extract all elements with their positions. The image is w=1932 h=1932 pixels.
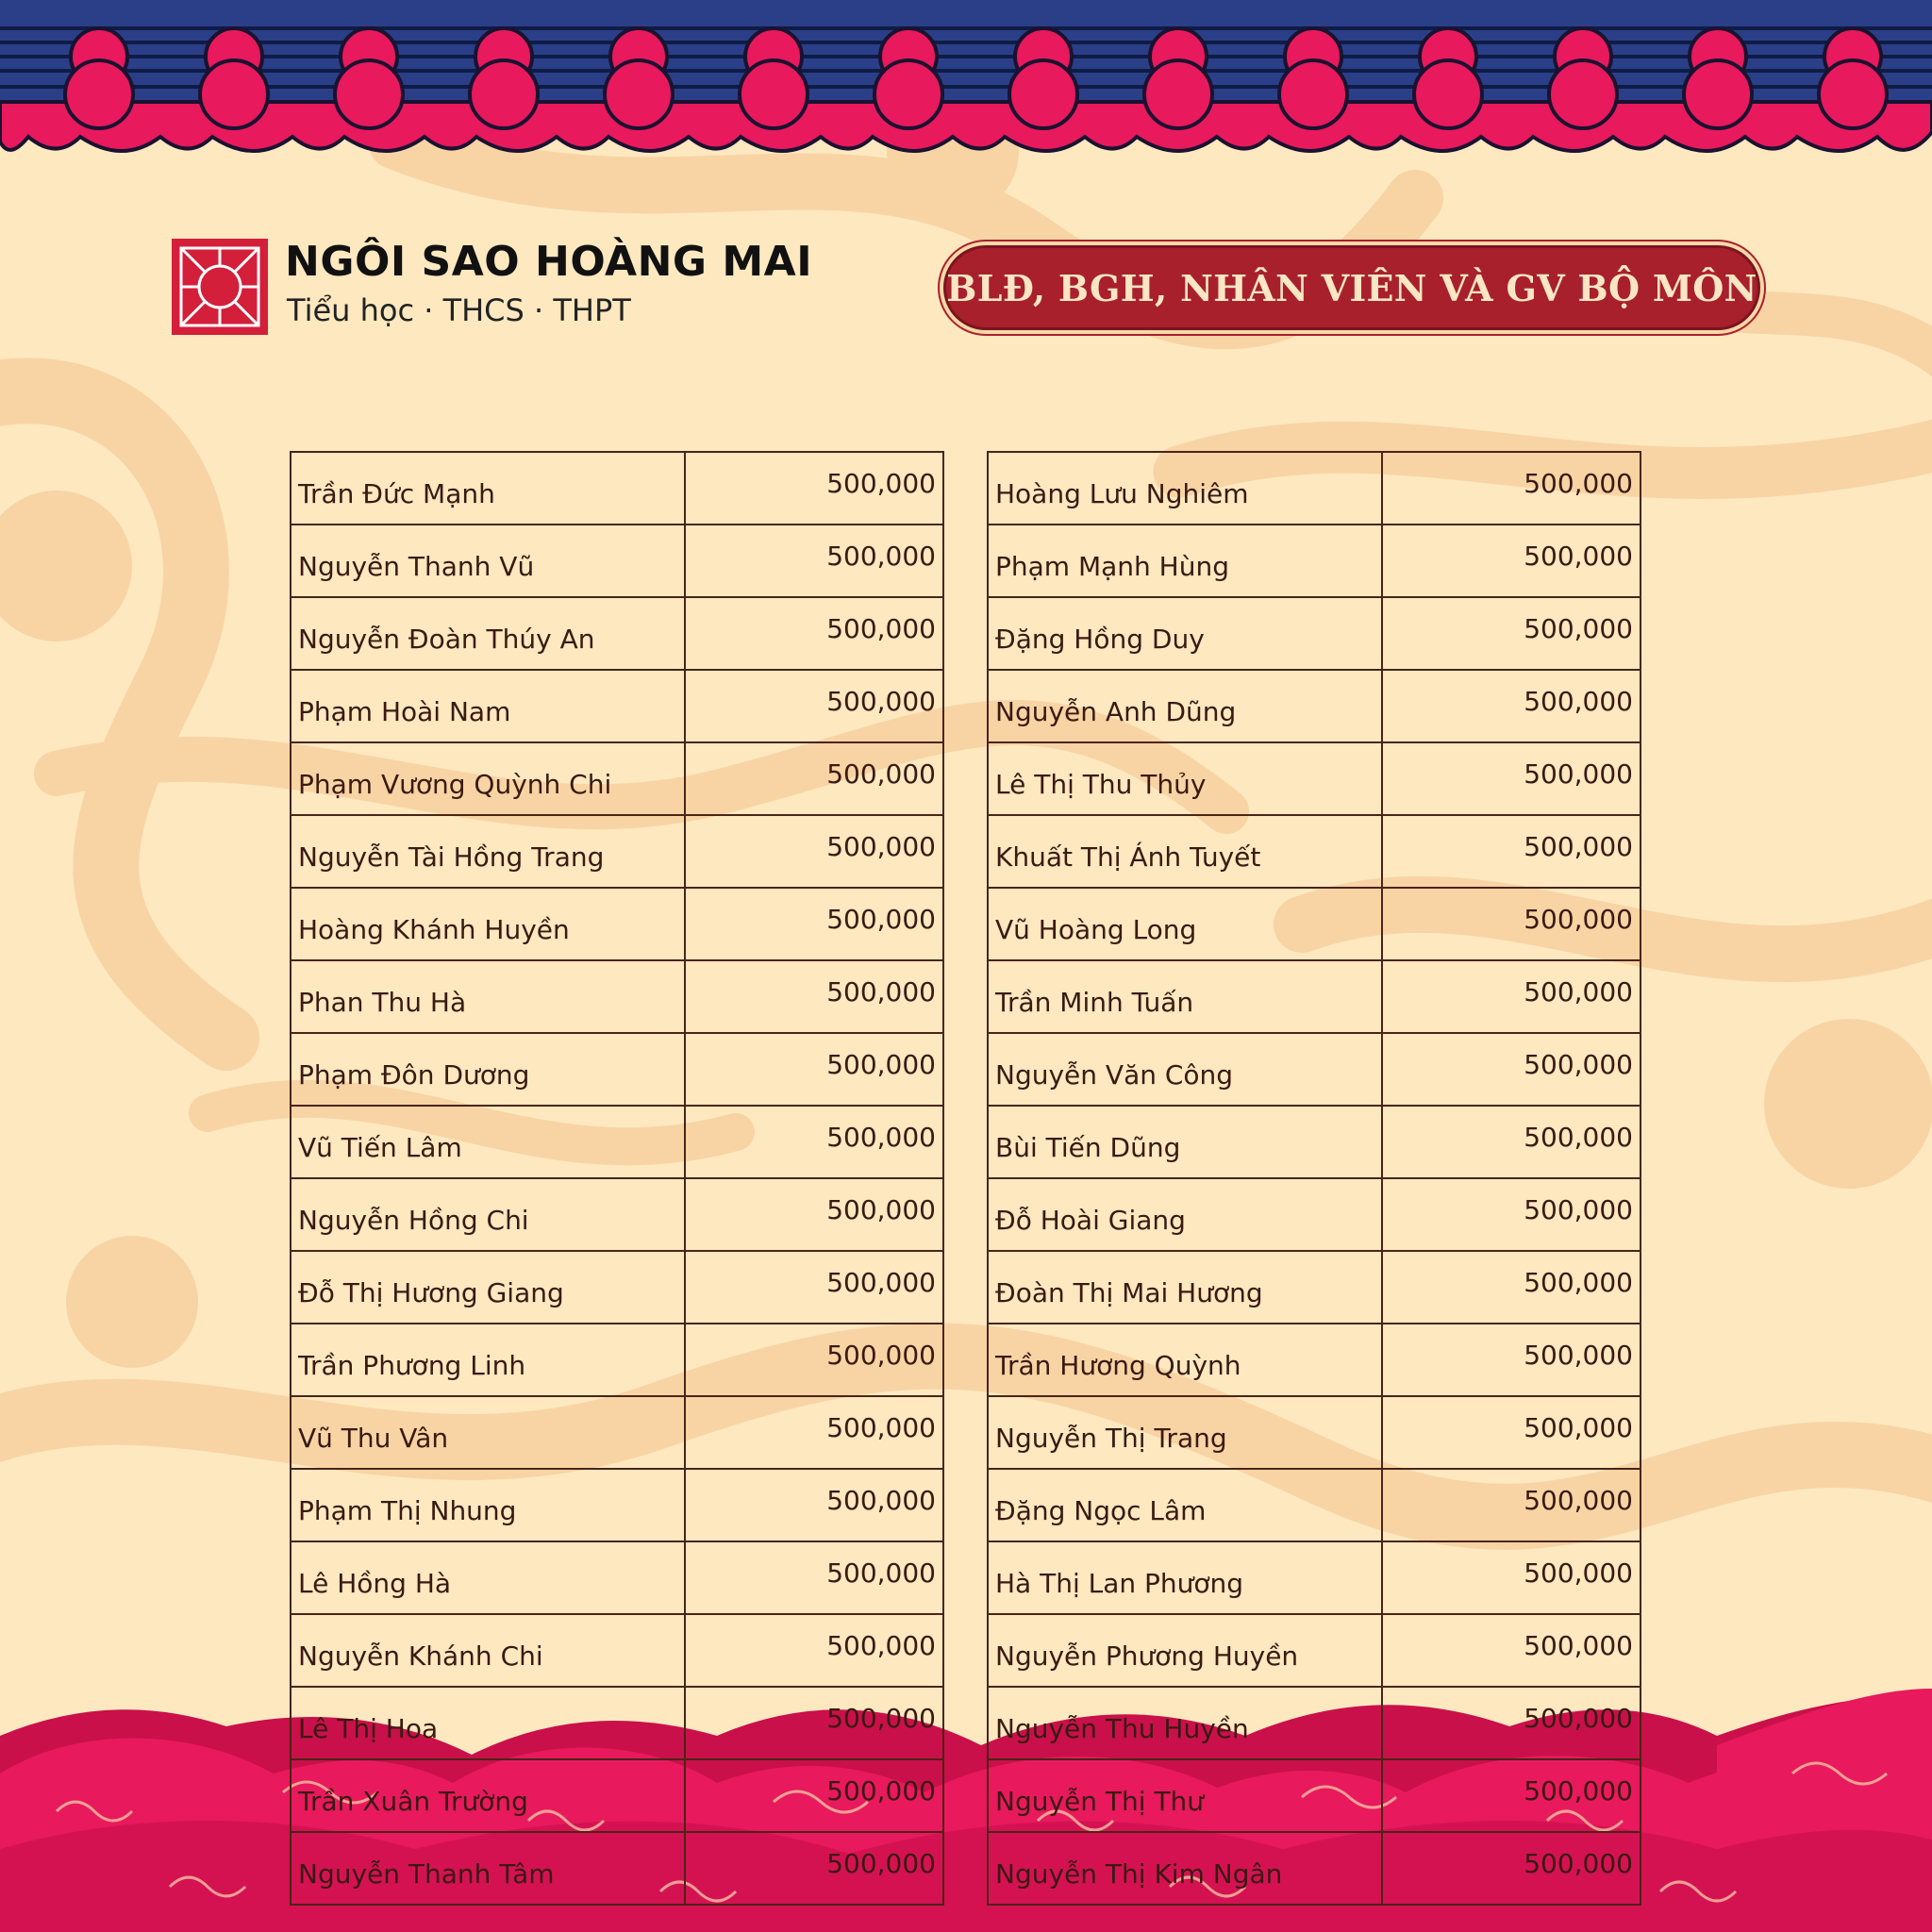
donation-amount: 500,000 bbox=[685, 1759, 943, 1832]
donation-amount: 500,000 bbox=[1382, 888, 1641, 960]
donor-table-right bbox=[987, 451, 1641, 1906]
donor-name: Đoàn Thị Mai Hương bbox=[988, 1251, 1382, 1324]
donation-amount: 500,000 bbox=[1382, 1469, 1641, 1541]
donor-name: Phạm Đôn Dương bbox=[291, 1033, 685, 1106]
donor-name: Trần Xuân Trường bbox=[291, 1759, 685, 1832]
table-row bbox=[291, 1178, 943, 1251]
donor-name: Đỗ Hoài Giang bbox=[988, 1178, 1382, 1251]
donor-name: Hoàng Lưu Nghiêm bbox=[988, 452, 1382, 525]
table-row bbox=[291, 1759, 943, 1832]
donor-name: Nguyễn Tài Hồng Trang bbox=[291, 815, 685, 888]
page-title: BLĐ, BGH, NHÂN VIÊN VÀ GV BỘ MÔN bbox=[946, 266, 1757, 309]
donor-name: Trần Hương Quỳnh bbox=[988, 1324, 1382, 1396]
donor-name: Trần Đức Mạnh bbox=[291, 452, 685, 525]
school-logo-icon bbox=[172, 239, 268, 335]
donation-amount: 500,000 bbox=[1382, 597, 1641, 670]
donation-amount: 500,000 bbox=[685, 1324, 943, 1396]
donor-table-left bbox=[290, 451, 944, 1906]
table-row bbox=[291, 1033, 943, 1106]
donation-amount: 500,000 bbox=[1382, 1832, 1641, 1905]
donor-name: Phạm Hoài Nam bbox=[291, 670, 685, 742]
table-row bbox=[988, 1469, 1641, 1541]
donor-name: Đỗ Thị Hương Giang bbox=[291, 1251, 685, 1324]
donation-amount: 500,000 bbox=[1382, 1178, 1641, 1251]
donation-amount: 500,000 bbox=[1382, 1251, 1641, 1324]
donor-name: Nguyễn Đoàn Thúy An bbox=[291, 597, 685, 670]
donation-amount: 500,000 bbox=[1382, 1106, 1641, 1178]
donor-name: Vũ Tiến Lâm bbox=[291, 1106, 685, 1178]
donation-amount: 500,000 bbox=[1382, 742, 1641, 815]
donation-amount: 500,000 bbox=[1382, 525, 1641, 597]
table-row bbox=[988, 815, 1641, 888]
table-row bbox=[988, 888, 1641, 960]
table-row bbox=[291, 888, 943, 960]
donor-name: Hà Thị Lan Phương bbox=[988, 1541, 1382, 1614]
donation-amount: 500,000 bbox=[1382, 960, 1641, 1033]
donation-amount: 500,000 bbox=[1382, 815, 1641, 888]
donation-amount: 500,000 bbox=[1382, 452, 1641, 525]
donation-amount: 500,000 bbox=[685, 815, 943, 888]
table-row bbox=[291, 1832, 943, 1905]
donor-name: Khuất Thị Ánh Tuyết bbox=[988, 815, 1382, 888]
roof-border bbox=[0, 0, 1932, 151]
donation-amount: 500,000 bbox=[1382, 1033, 1641, 1106]
donation-amount: 500,000 bbox=[1382, 1396, 1641, 1469]
donor-name: Đặng Hồng Duy bbox=[988, 597, 1382, 670]
donor-name: Nguyễn Thị Kim Ngân bbox=[988, 1832, 1382, 1905]
table-row bbox=[988, 452, 1641, 525]
donor-name: Phạm Vương Quỳnh Chi bbox=[291, 742, 685, 815]
donation-amount: 500,000 bbox=[1382, 1541, 1641, 1614]
table-row bbox=[988, 1106, 1641, 1178]
donation-amount: 500,000 bbox=[685, 888, 943, 960]
table-row bbox=[988, 1324, 1641, 1396]
table-row bbox=[988, 742, 1641, 815]
donor-name: Đặng Ngọc Lâm bbox=[988, 1469, 1382, 1541]
table-row bbox=[988, 1759, 1641, 1832]
donation-amount: 500,000 bbox=[685, 525, 943, 597]
donation-amount: 500,000 bbox=[685, 1541, 943, 1614]
table-row bbox=[988, 1687, 1641, 1759]
donor-name: Nguyễn Thị Trang bbox=[988, 1396, 1382, 1469]
donor-name: Nguyễn Khánh Chi bbox=[291, 1614, 685, 1687]
donation-amount: 500,000 bbox=[1382, 1324, 1641, 1396]
donor-name: Lê Thị Hoa bbox=[291, 1687, 685, 1759]
donation-amount: 500,000 bbox=[1382, 670, 1641, 742]
donation-amount: 500,000 bbox=[1382, 1614, 1641, 1687]
table-row bbox=[291, 1251, 943, 1324]
table-row bbox=[291, 1687, 943, 1759]
table-row bbox=[291, 1541, 943, 1614]
table-row bbox=[988, 1541, 1641, 1614]
donor-name: Nguyễn Phương Huyền bbox=[988, 1614, 1382, 1687]
donation-amount: 500,000 bbox=[1382, 1687, 1641, 1759]
table-row bbox=[291, 1396, 943, 1469]
donor-name: Vũ Hoàng Long bbox=[988, 888, 1382, 960]
donor-name: Hoàng Khánh Huyền bbox=[291, 888, 685, 960]
donation-amount: 500,000 bbox=[685, 1687, 943, 1759]
donation-amount: 500,000 bbox=[685, 1106, 943, 1178]
donor-name: Lê Thị Thu Thủy bbox=[988, 742, 1382, 815]
table-row bbox=[291, 1106, 943, 1178]
donation-amount: 500,000 bbox=[685, 597, 943, 670]
school-levels: Tiểu học · THCS · THPT bbox=[287, 292, 631, 328]
donor-name: Nguyễn Thu Huyền bbox=[988, 1687, 1382, 1759]
donation-amount: 500,000 bbox=[685, 1469, 943, 1541]
donation-amount: 500,000 bbox=[685, 960, 943, 1033]
donation-amount: 500,000 bbox=[685, 452, 943, 525]
donor-name: Trần Phương Linh bbox=[291, 1324, 685, 1396]
donor-name: Nguyễn Anh Dũng bbox=[988, 670, 1382, 742]
donor-name: Nguyễn Thị Thư bbox=[988, 1759, 1382, 1832]
donor-name: Bùi Tiến Dũng bbox=[988, 1106, 1382, 1178]
table-row bbox=[291, 525, 943, 597]
donation-amount: 500,000 bbox=[685, 1614, 943, 1687]
table-row bbox=[988, 597, 1641, 670]
table-row bbox=[291, 670, 943, 742]
donor-name: Phan Thu Hà bbox=[291, 960, 685, 1033]
table-row bbox=[291, 960, 943, 1033]
donation-amount: 500,000 bbox=[685, 1033, 943, 1106]
donation-amount: 500,000 bbox=[685, 1251, 943, 1324]
donor-name: Nguyễn Hồng Chi bbox=[291, 1178, 685, 1251]
donor-name: Phạm Thị Nhung bbox=[291, 1469, 685, 1541]
donor-name: Vũ Thu Vân bbox=[291, 1396, 685, 1469]
donor-name: Nguyễn Thanh Tâm bbox=[291, 1832, 685, 1905]
donation-amount: 500,000 bbox=[685, 1396, 943, 1469]
donation-amount: 500,000 bbox=[1382, 1759, 1641, 1832]
table-row bbox=[291, 452, 943, 525]
table-row bbox=[988, 1396, 1641, 1469]
table-row bbox=[291, 1614, 943, 1687]
school-name: NGÔI SAO HOÀNG MAI bbox=[285, 238, 813, 286]
table-row bbox=[988, 1251, 1641, 1324]
table-row bbox=[988, 670, 1641, 742]
donation-amount: 500,000 bbox=[685, 670, 943, 742]
table-row bbox=[988, 1832, 1641, 1905]
title-banner bbox=[943, 245, 1760, 330]
table-row bbox=[988, 1178, 1641, 1251]
table-row bbox=[988, 525, 1641, 597]
table-row bbox=[988, 960, 1641, 1033]
donor-name: Phạm Mạnh Hùng bbox=[988, 525, 1382, 597]
donation-amount: 500,000 bbox=[685, 1832, 943, 1905]
table-row bbox=[291, 742, 943, 815]
donor-name: Lê Hồng Hà bbox=[291, 1541, 685, 1614]
table-row bbox=[291, 1324, 943, 1396]
donor-name: Trần Minh Tuấn bbox=[988, 960, 1382, 1033]
donor-name: Nguyễn Văn Công bbox=[988, 1033, 1382, 1106]
table-row bbox=[291, 1469, 943, 1541]
table-row bbox=[291, 815, 943, 888]
table-row bbox=[988, 1614, 1641, 1687]
table-row bbox=[291, 597, 943, 670]
donation-amount: 500,000 bbox=[685, 742, 943, 815]
donor-name: Nguyễn Thanh Vũ bbox=[291, 525, 685, 597]
donation-amount: 500,000 bbox=[685, 1178, 943, 1251]
table-row bbox=[988, 1033, 1641, 1106]
